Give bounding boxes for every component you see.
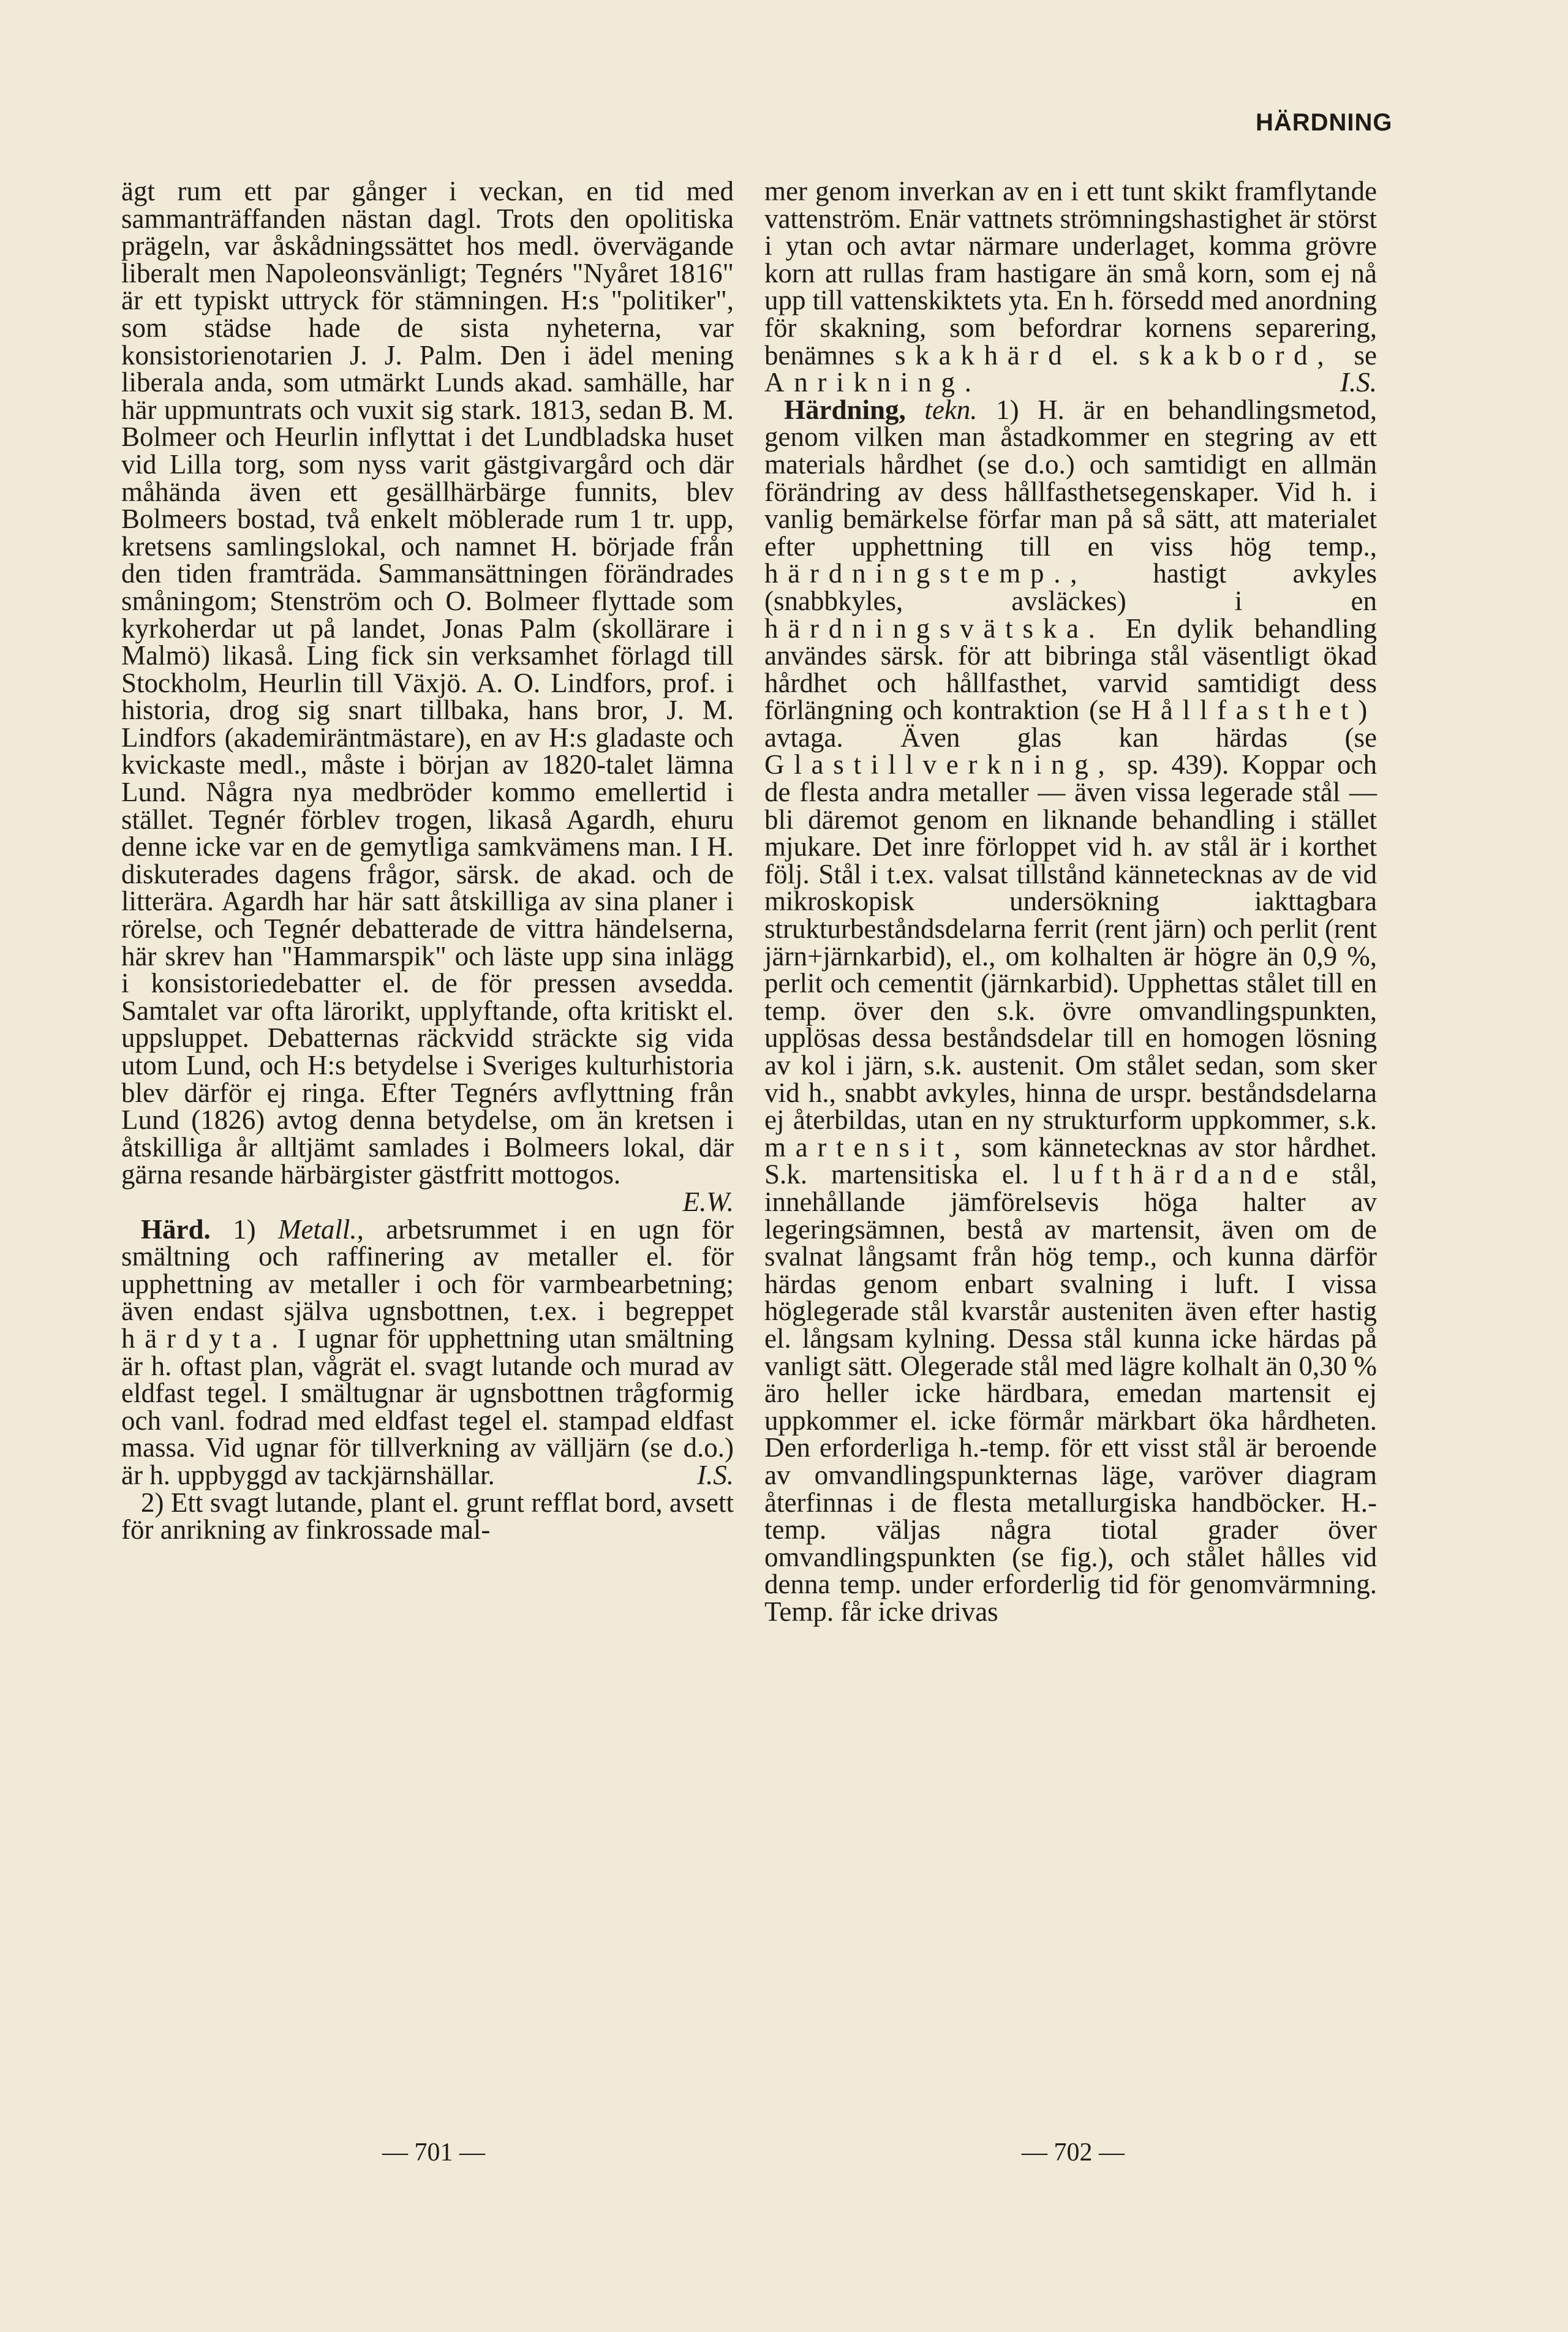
entry-text: el.: [1091, 339, 1119, 371]
subject-label: Metall.,: [277, 1213, 364, 1245]
entry-text: En dylik behandling användes särsk. för att bibringa stål väsentligt ökad hårdhet och hållfasthet, varvid samtidigt dess förlängning och kontraktion (se: [764, 613, 1377, 726]
spaced-term: skakbord,: [1139, 339, 1334, 371]
subject-label: tekn.: [924, 394, 978, 425]
spaced-term: Anrikning.: [764, 367, 981, 398]
spaced-term: skakhärd: [895, 339, 1072, 371]
entry-text: arbetsrummet i en ugn för smältning och raffinering av metaller el. för upphettning av metaller i och för varmbearbetning; även endast själva ugnsbottnen, t.ex. i begreppet: [121, 1213, 734, 1327]
sense-number: 1): [233, 1213, 256, 1245]
running-head: HÄRDNING: [1256, 109, 1393, 136]
entry-haerd: [121, 1213, 734, 1490]
entry-text: mer genom inverkan av en i ett tunt skikt framflytande vattenström. Enär vattnets strömningshastighet är störst i ytan och avtar närmare underlaget, komma grövre korn att rullas fram hastigare än små korn, som ej nå upp till vattenskiktets yta. En h. försedd med anordning för skakning, som befordrar kornens separering, benämnes: [764, 176, 1377, 371]
author-signature: I.S.: [1340, 367, 1377, 398]
entry-text: se: [1354, 339, 1378, 371]
spaced-term: Glastillverkning,: [764, 749, 1115, 780]
right-column: [764, 178, 1377, 1625]
author-signature: I.S.: [697, 1459, 734, 1490]
entry-text: stål, innehållande jämförelsevis höga halter av legeringsämnen, bestå av martensit, även om de svalnat långsamt från hög temp., och kunna därför härdas genom enbart svalning i luft. I vissa höglegerade stål kvarstår austeniten även efter hastig el. långsam kylning. Dessa stål kunna icke härdas på vanligt sätt. Olegerade stål med lägre kolhalt än 0,30 % äro heller icke härdbara, emedan martensit ej uppkommer el. icke förmår märkbart öka hårdheten. Den erforderliga h.-temp. för ett visst stål är beroende av omvandlingspunkternas läge, varöver diagram återfinnas i de flesta metallurgiska handböcker. H.-temp. väljas några tiotal grader över omvandlingspunkten (se fig.), och stålet hålles vid denna temp. under erforderlig tid för genomvärmning. Temp. får icke drivas: [764, 1159, 1378, 1627]
headword: Härdning,: [784, 394, 906, 425]
entry-text: som kännetecknas av stor hårdhet. S.k. martensitiska el.: [764, 1131, 1377, 1190]
author-signature: E.W.: [682, 1186, 734, 1217]
headword: Härd.: [141, 1213, 211, 1245]
spaced-term: härdningsvätska.: [764, 613, 1105, 644]
entry-haerd-sense-2: 2) Ett svagt lutande, plant el. grunt refflat bord, avsett för anrikning av finkrossade mal-: [121, 1487, 734, 1545]
spaced-term: martensit,: [764, 1131, 971, 1163]
spaced-term: härdningstemp.,: [764, 558, 1087, 589]
page-number-right: — 702 —: [1022, 2138, 1125, 2167]
spaced-term: härdyta.: [121, 1323, 288, 1354]
entry-text: hastigt avkyles (snabbkyles, avsläckes) i en: [764, 558, 1377, 616]
page-number-left: — 701 —: [382, 2138, 485, 2167]
entry-text: sp. 439). Koppar och de flesta andra metaller — även vissa legerade stål — bli däremot genom en liknande behandling i stället mjukare. Det inre förloppet vid h. av stål är i korthet följ. Stål i t.ex. valsat tillstånd kännetecknas av de vid mikroskopisk undersökning iakttagbara strukturbeståndsdelarna ferrit (rent järn) och perlit (rent järn+järnkarbid), el., om kolhalten är högre än 0,9 %, perlit och cementit (järnkarbid). Upphettas stålet till en temp. över den s.k. övre omvandlingspunkten, upplösas dessa beståndsdelar till en homogen lösning av kol i järn, s.k. austenit. Om stålet sedan, som sker vid h., snabbt avkyles, hinna de urspr. beståndsdelarna ej återbildas, utan en ny strukturform uppkommer, s.k.: [764, 749, 1377, 1136]
entry-text: avtaga. Även glas kan härdas (se: [764, 722, 1377, 753]
spaced-term: Hållfasthet): [1131, 695, 1378, 726]
left-column: [121, 178, 734, 1544]
entry-text: 1) H. är en behandlingsmetod, genom vilken man åstadkommer en stegring av ett materials hårdhet (se d.o.) och samtidigt en allmän förändring av dess hållfasthetsegenskaper. Vid h. i vanlig bemärkelse förfar man på så sätt, att materialet efter upphettning till en viss hög temp.,: [764, 394, 1378, 562]
entry-haerdning: [764, 396, 1377, 1626]
entry-text: I ugnar för upphettning utan smältning är h. oftast plan, vågrät el. svagt lutande och murad av eldfast tegel. I smältugnar är ugnsbottnen trågformig och vanl. fodrad med eldfast tegel el. stampad eldfast massa. Vid ugnar för tillverkning av välljärn (se d.o.) är h. uppbyggd av tackjärnshällar.: [121, 1323, 734, 1490]
entry-haerd-continued: [764, 178, 1377, 396]
paragraph-haerberget-continued: ägt rum ett par gånger i veckan, en tid med sammanträffanden nästan dagl. Trots den opolitiska prägeln, var åskådningssättet hos medl. övervägande liberalt men Napoleonsvänligt; Tegnérs "Nyåret 1816" är ett typiskt uttryck för stämningen. H:s "politiker", som städse hade de sista nyheterna, var konsistorienotarien J. J. Palm. Den i ädel mening liberala anda, som utmärkt Lunds akad. samhälle, har här uppmuntrats och vuxit sig stark. 1813, sedan B. M. Bolmeer och Heurlin inflyttat i det Lundbladska huset vid Lilla torg, som nyss varit gästgivargård och där måhända även ett gesällhärbärge funnits, blev Bolmeers bostad, två enkelt möblerade rum 1 tr. upp, kretsens samlingslokal, och namnet H. började från den tiden framträda. Sammansättningen förändrades småningom; Stenström och O. Bolmeer flyttade som kyrkoherdar ut på landet, Jonas Palm (skollärare i Malmö) likaså. Ling fick sin verksamhet förlagd till Stockholm, Heurlin till Växjö. A. O. Lindfors, prof. i historia, drog sig snart tillbaka, hans bror, J. M. Lindfors (akademiräntmästare), en av H:s gladaste och kvickaste medl., måste i början av 1820-talet lämna Lund. Några nya medbröder kommo emellertid i stället. Tegnér förblev trogen, likaså Agardh, ehuru denne icke var en de gemytliga samkvämens man. I H. diskuterades dagens frågor, särsk. de akad. och de litterära. Agardh har här satt åtskilliga av sina planer i rörelse, och Tegnér debatterade de vittra händelserna, här skrev han "Hammarspik" och läste upp sina inlägg i konsistoriedebatter el. de för pressen avsedda. Samtalet var ofta lärorikt, upplyftande, ofta kritiskt el. uppsluppet. Debatternas räckvidd sträckte sig vida utom Lund, och H:s betydelse i Sveriges kulturhistoria blev därför ej ringa. Efter Tegnérs avflyttning från Lund (1826) avtog denna betydelse, om än kretsen i åtskilliga år alltjämt samlades i Bolmeers lokal, där gärna resande härbärgister gästfritt mottogos.: [121, 176, 734, 1190]
spaced-term: lufthärdande: [1052, 1159, 1308, 1190]
